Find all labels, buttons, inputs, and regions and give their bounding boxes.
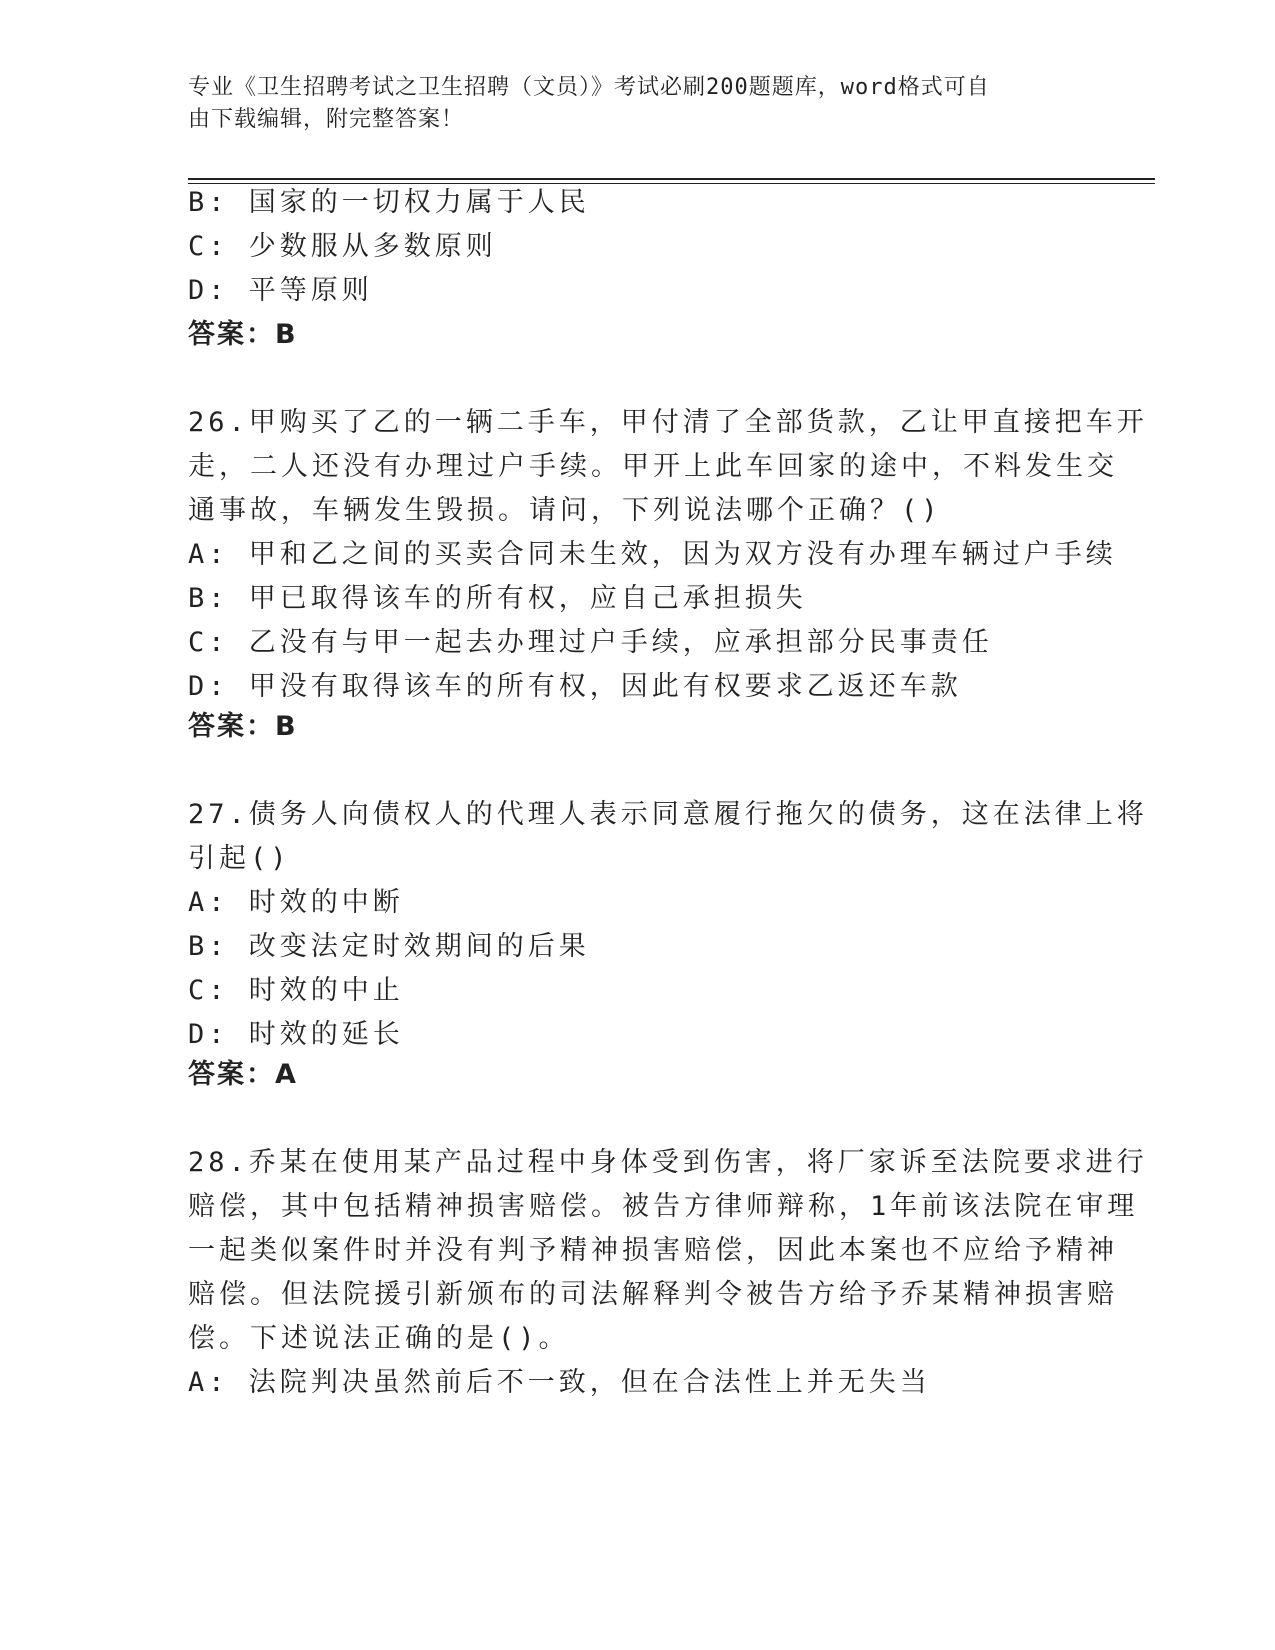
q26-option-a: A: 甲和乙之间的买卖合同未生效，因为双方没有办理车辆过户手续 bbox=[188, 539, 1117, 570]
q25-option-b: B: 国家的一切权力属于人民 bbox=[188, 187, 590, 218]
q28-stem-line-2: 赔偿，其中包括精神损害赔偿。被告方律师辩称，1年前该法院在审理 bbox=[188, 1191, 1139, 1222]
q25-answer: 答案：B bbox=[188, 319, 298, 350]
q25-option-d: D: 平等原则 bbox=[188, 275, 373, 306]
q27-option-a: A: 时效的中断 bbox=[188, 887, 404, 918]
q26-answer: 答案：B bbox=[188, 711, 298, 742]
q26-stem-line-1: 26.甲购买了乙的一辆二手车，甲付清了全部货款，乙让甲直接把车开 bbox=[188, 407, 1148, 438]
q28-stem-line-5: 偿。下述说法正确的是()。 bbox=[188, 1323, 570, 1354]
header-line-2: 由下载编辑，附完整答案！ bbox=[188, 107, 465, 132]
q28-option-a: A: 法院判决虽然前后不一致，但在合法性上并无失当 bbox=[188, 1367, 931, 1398]
page-header bbox=[188, 72, 1068, 136]
q27-answer: 答案：A bbox=[188, 1059, 298, 1090]
q27-option-b: B: 改变法定时效期间的后果 bbox=[188, 931, 590, 962]
q27-stem-line-2: 引起() bbox=[188, 843, 291, 874]
q28-stem-line-3: 一起类似案件时并没有判予精神损害赔偿，因此本案也不应给予精神 bbox=[188, 1235, 1118, 1266]
q28-stem-line-4: 赔偿。但法院援引新颁布的司法解释判令被告方给予乔某精神损害赔 bbox=[188, 1279, 1118, 1310]
q27-stem-line-1: 27.债务人向债权人的代理人表示同意履行拖欠的债务，这在法律上将 bbox=[188, 799, 1148, 830]
q25-option-c: C: 少数服从多数原则 bbox=[188, 231, 497, 262]
q26-stem-line-3: 通事故，车辆发生毁损。请问，下列说法哪个正确？() bbox=[188, 495, 942, 526]
q26-option-d: D: 甲没有取得该车的所有权，因此有权要求乙返还车款 bbox=[188, 671, 962, 702]
header-line-1: 专业《卫生招聘考试之卫生招聘（文员）》考试必刷200题题库，word格式可自 bbox=[188, 75, 990, 100]
q28-stem-line-1: 28.乔某在使用某产品过程中身体受到伤害，将厂家诉至法院要求进行 bbox=[188, 1147, 1148, 1178]
q26-option-c: C: 乙没有与甲一起去办理过户手续，应承担部分民事责任 bbox=[188, 627, 993, 658]
header-rule-thin bbox=[188, 183, 1155, 184]
q26-stem-line-2: 走，二人还没有办理过户手续。甲开上此车回家的途中，不料发生交 bbox=[188, 451, 1118, 482]
q27-option-c: C: 时效的中止 bbox=[188, 975, 404, 1006]
q26-option-b: B: 甲已取得该车的所有权，应自己承担损失 bbox=[188, 583, 807, 614]
q27-option-d: D: 时效的延长 bbox=[188, 1019, 404, 1050]
header-rule bbox=[188, 178, 1155, 180]
